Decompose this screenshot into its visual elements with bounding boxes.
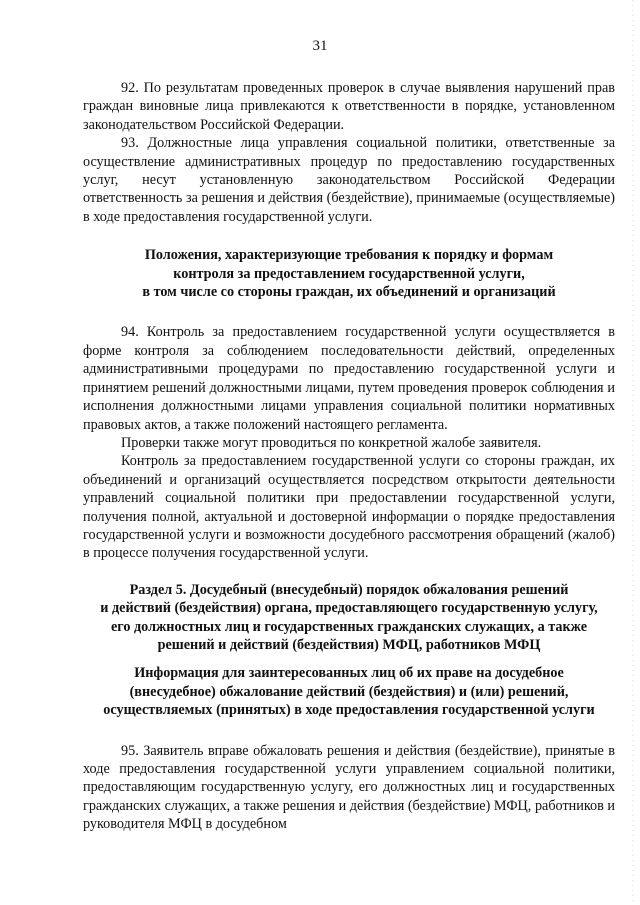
heading-line: решений и действий (бездействия) МФЦ, работников МФЦ	[157, 636, 541, 653]
heading-line: контроля за предоставлением государственной услуги,	[173, 265, 525, 282]
scan-edge-marks	[632, 0, 634, 905]
heading-line: осуществляемых (принятых) в ходе предоставления государственной услуги	[103, 702, 595, 719]
heading-line: Положения, характеризующие требования к порядку и формам	[144, 247, 554, 264]
heading-line: и действий (бездействия) органа, предоставляющего государственную услугу,	[100, 600, 598, 617]
paragraph-95: 95. Заявитель вправе обжаловать решения и действия (бездействие), принятые в ходе предоставления государственной услуги управлением социальной политики, предоставляющим государственную услугу, его должностных лиц и государственных гражданских служащих, а также решения и действия (бездействие) МФЦ, работников и руководителя МФЦ в досудебном	[83, 742, 615, 833]
page-content	[83, 79, 615, 834]
heading-line: Раздел 5. Досудебный (внесудебный) порядок обжалования решений	[129, 581, 569, 598]
heading-line: (внесудебное) обжалование действий (бездействия) и (или) решений,	[129, 683, 569, 700]
page-number: 31	[312, 38, 328, 54]
paragraph-93: 93. Должностные лица управления социальной политики, ответственные за осуществление административных процедур по предоставлению государственных услуг, несут установленную законодательством Российской Федерации ответственность за решения и действия (бездействие), принимаемые (осуществляемые) в ходе предоставления государственной услуги.	[83, 135, 615, 225]
heading-appeal-information	[83, 664, 615, 719]
heading-line: в том числе со стороны граждан, их объединений и организаций	[142, 284, 556, 301]
paragraph-92: 92. По результатам проведенных проверок в случае выявления нарушений прав граждан виновные лица привлекаются к ответственности в порядке, установленном законодательством Российской Федерации.	[83, 80, 615, 133]
heading-control-requirements	[83, 246, 615, 301]
heading-line: Информация для заинтересованных лиц об их праве на досудебное	[134, 665, 564, 682]
paragraph-94-checks: Проверки также могут проводиться по конкретной жалобе заявителя.	[121, 434, 542, 451]
heading-section-5	[83, 581, 615, 655]
paragraph-94-public-control: Контроль за предоставлением государственной услуги со стороны граждан, их объединений и организаций осуществляется посредством открытости деятельности управлений социальной политики при предоставлении государственной услуги, получения полной, актуальной и достоверной информации о порядке предоставления государственной услуги и возможности досудебного рассмотрения обращений (жалоб) в процессе получения государственной услуги.	[83, 453, 615, 562]
heading-line: его должностных лиц и государственных гражданских служащих, а также	[110, 618, 588, 635]
paragraph-94: 94. Контроль за предоставлением государственной услуги осуществляется в форме контроля за соблюдением последовательности действий, определенных административными процедурами по предоставлению государственной услуги и принятием решений должностными лицами, путем проведения проверок соблюдения и исполнения должностными лицами управления социальной политики нормативных правовых актов, а также положений настоящего регламента.	[83, 324, 615, 433]
